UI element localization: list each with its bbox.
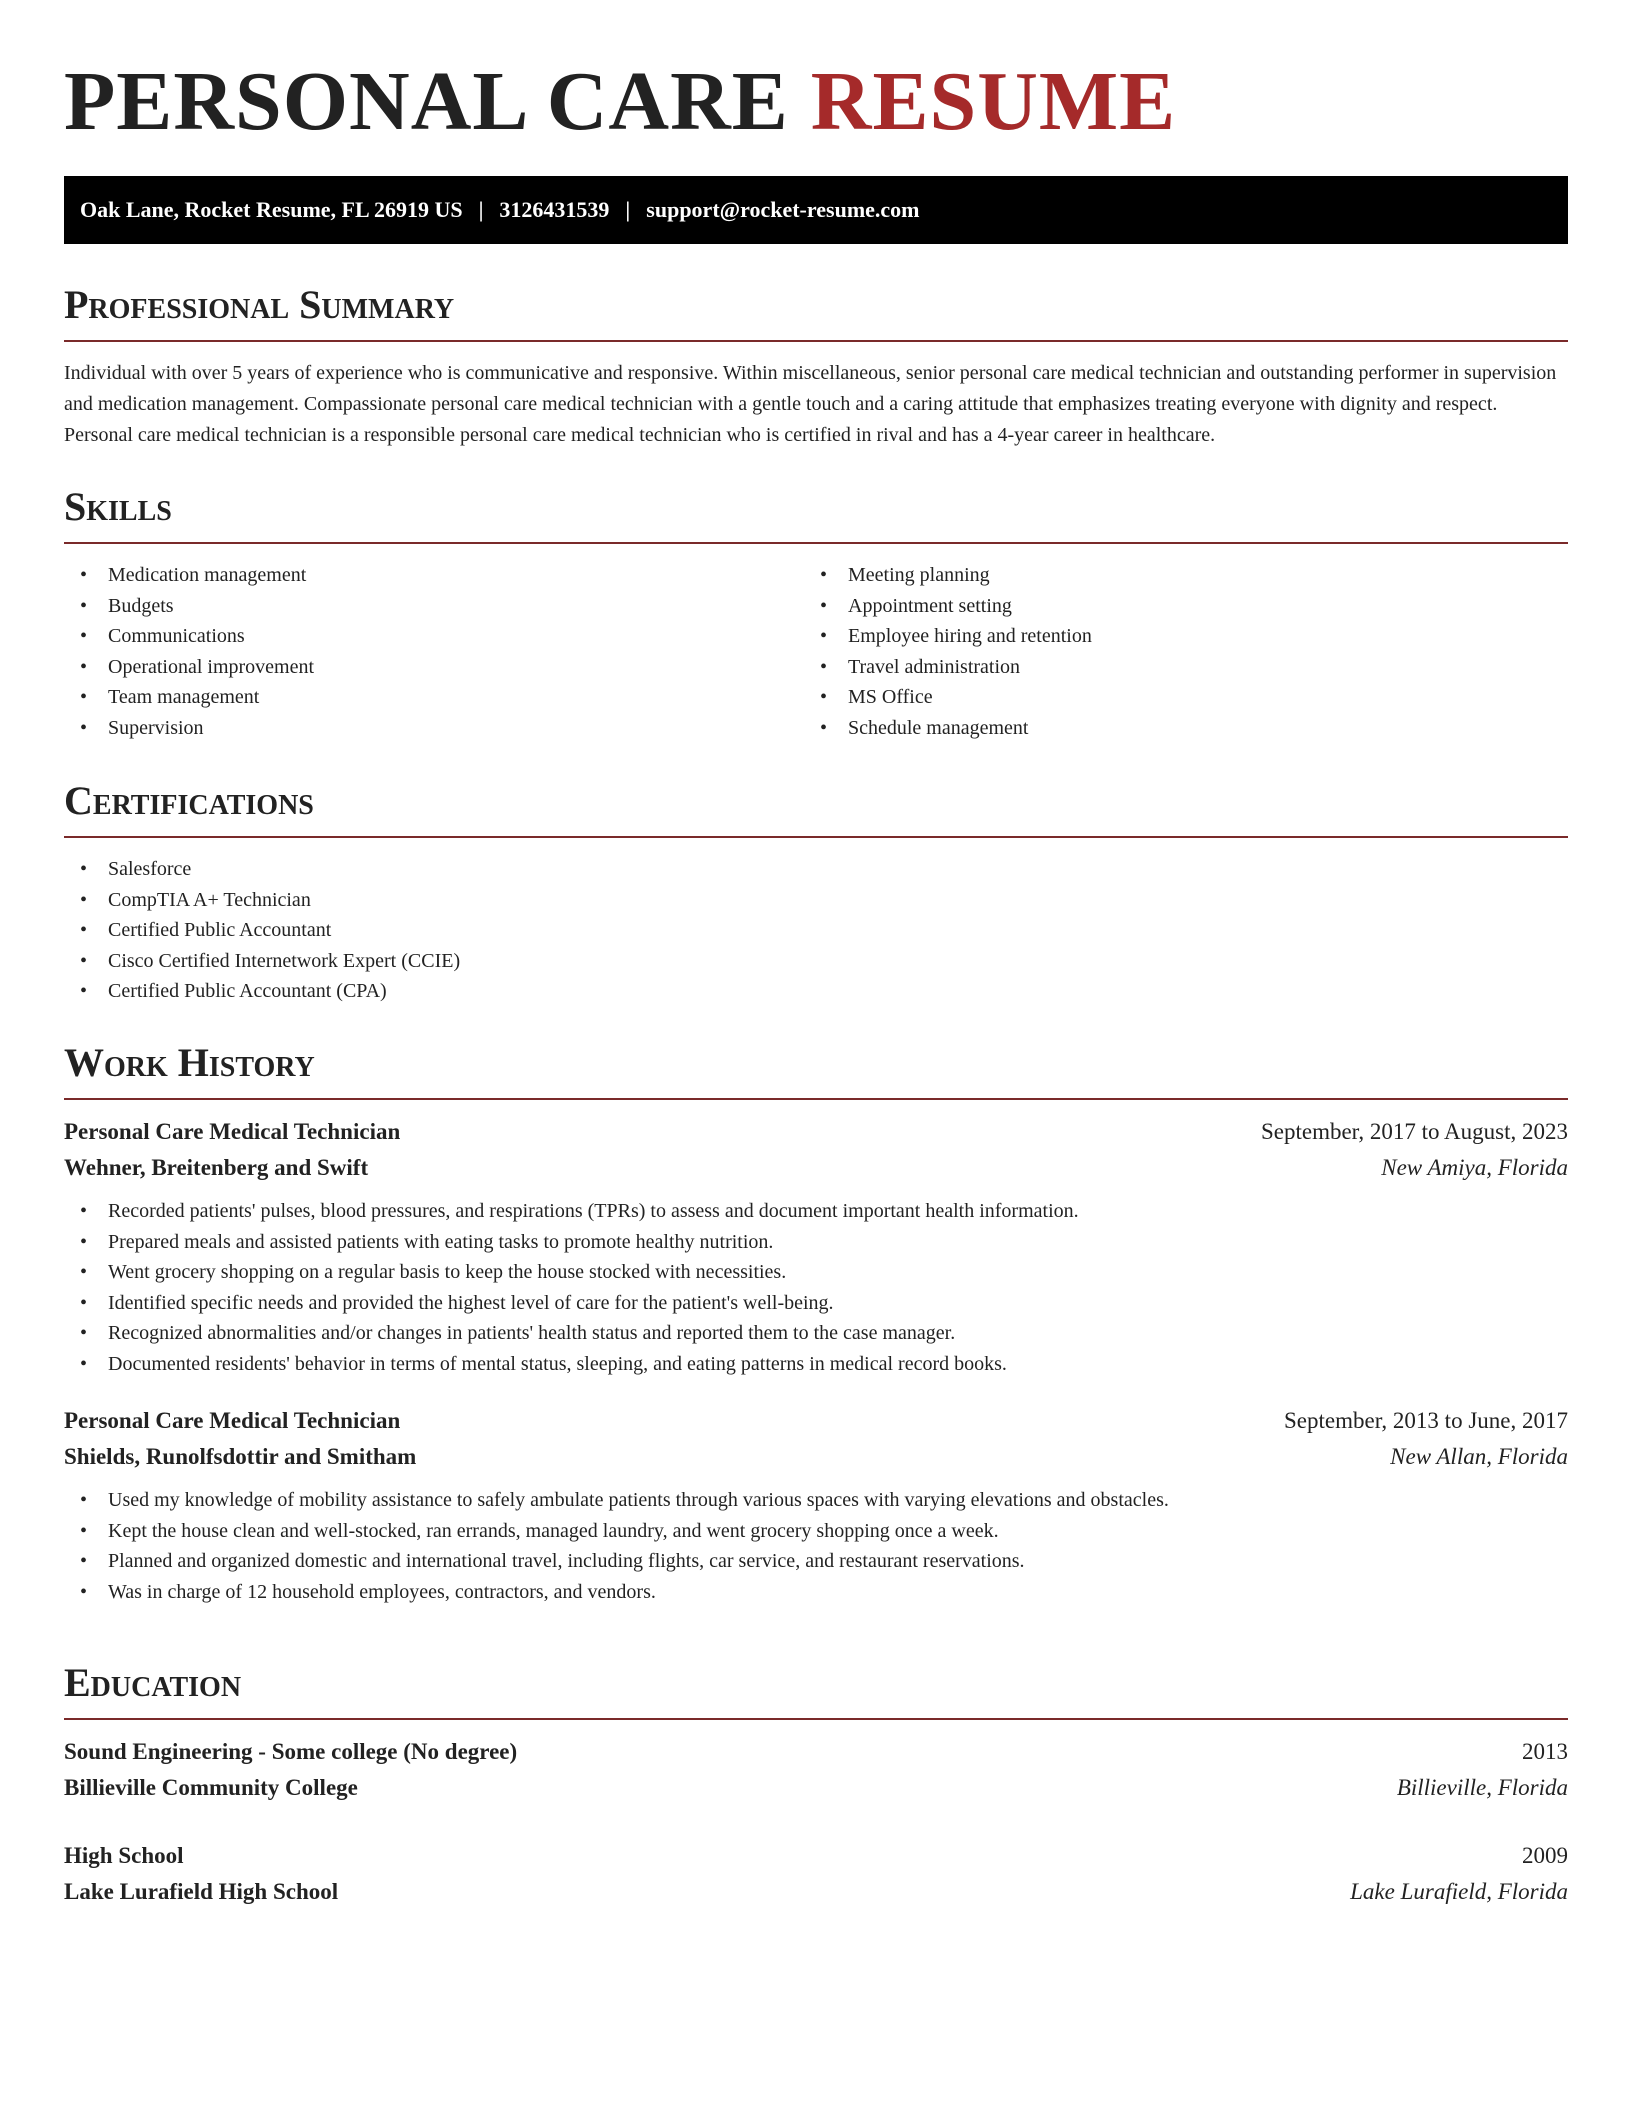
- list-item: • Certified Public Accountant (CPA): [64, 976, 1568, 1007]
- list-item: • Recorded patients' pulses, blood pressures, and respirations (TPRs) to assess and document important health information.: [64, 1196, 1568, 1227]
- summary-heading: Professional Summary: [64, 280, 1568, 342]
- skills-list-right: [804, 560, 1544, 743]
- job-header-row: [64, 1403, 1568, 1439]
- skills-list-left: [64, 560, 804, 743]
- job-company-row: [64, 1150, 1568, 1186]
- education-year: 2009: [1522, 1843, 1568, 1868]
- job-dates: September, 2017 to August, 2023: [1260, 1119, 1568, 1144]
- education-header-row: [64, 1838, 1568, 1874]
- summary-text: Individual with over 5 years of experience who is communicative and responsive. Within miscellaneous, senior personal care medical technician and outstanding performer in supervision and medication management. Compassionate personal care medical technician with a gentle touch and a caring attitude that emphasizes treating everyone with dignity and respect. Personal care medical technician is a responsible personal care medical technician who is certified in rival and has a 4-year career in healthcare.: [64, 362, 1557, 446]
- list-item: • Identified specific needs and provided the highest level of care for the patient's well-being.: [64, 1288, 1568, 1319]
- contact-email: support@rocket-resume.com: [646, 197, 920, 222]
- education-degree: Sound Engineering - Some college (No degree): [64, 1739, 518, 1764]
- list-item: • Documented residents' behavior in terms of mental status, sleeping, and eating patterns in medical record books.: [64, 1349, 1568, 1380]
- education-year: 2013: [1522, 1739, 1568, 1764]
- list-item: • Used my knowledge of mobility assistance to safely ambulate patients through various spaces with varying elevations and obstacles.: [64, 1485, 1568, 1516]
- education-location: Billieville, Florida: [1396, 1775, 1568, 1800]
- job-title: Personal Care Medical Technician: [64, 1408, 401, 1433]
- list-item: • CompTIA A+ Technician: [64, 885, 1568, 916]
- contact-separator: |: [478, 197, 484, 222]
- job-location: New Amiya, Florida: [1381, 1155, 1568, 1180]
- education-heading: Education: [64, 1658, 1568, 1720]
- list-item: • Communications: [64, 621, 804, 652]
- list-item: • Prepared meals and assisted patients with eating tasks to promote healthy nutrition.: [64, 1227, 1568, 1258]
- list-item: • Team management: [64, 682, 804, 713]
- title-main: PERSONAL CARE: [64, 55, 789, 148]
- job-entry: [64, 1114, 1568, 1379]
- list-item: • Was in charge of 12 household employees, contractors, and vendors.: [64, 1577, 1568, 1608]
- education-entry: [64, 1734, 1568, 1806]
- job-entry: [64, 1403, 1568, 1607]
- job-company: Wehner, Breitenberg and Swift: [64, 1155, 369, 1180]
- job-title: Personal Care Medical Technician: [64, 1119, 401, 1144]
- list-item: • Operational improvement: [64, 652, 804, 683]
- work-history-section: [64, 1038, 1568, 1607]
- list-item: • Cisco Certified Internetwork Expert (CCIE): [64, 946, 1568, 977]
- certifications-heading: Certifications: [64, 776, 1568, 838]
- job-bullets: [64, 1196, 1568, 1379]
- list-item: • Medication management: [64, 560, 804, 591]
- list-item: • Kept the house clean and well-stocked, ran errands, managed laundry, and went grocery shopping once a week.: [64, 1516, 1568, 1547]
- education-school: Lake Lurafield High School: [64, 1879, 339, 1904]
- list-item: • Planned and organized domestic and international travel, including flights, car service, and restaurant reservations.: [64, 1546, 1568, 1577]
- work-history-heading: Work History: [64, 1038, 1568, 1100]
- contact-address: Oak Lane, Rocket Resume, FL 26919 US: [80, 197, 463, 222]
- list-item: • Salesforce: [64, 854, 1568, 885]
- list-item: • Certified Public Accountant: [64, 915, 1568, 946]
- contact-bar: [64, 176, 1568, 244]
- list-item: • Meeting planning: [804, 560, 1544, 591]
- education-school: Billieville Community College: [64, 1775, 358, 1800]
- education-school-row: [64, 1770, 1568, 1806]
- education-entry: [64, 1838, 1568, 1910]
- contact-separator: |: [625, 197, 631, 222]
- skills-grid: [64, 544, 1568, 743]
- list-item: • MS Office: [804, 682, 1544, 713]
- certifications-section: [64, 776, 1568, 1007]
- job-company: Shields, Runolfsdottir and Smitham: [64, 1444, 417, 1469]
- contact-phone: 3126431539: [499, 197, 610, 222]
- job-header-row: [64, 1114, 1568, 1150]
- skills-section: [64, 482, 1568, 743]
- job-company-row: [64, 1439, 1568, 1475]
- education-header-row: [64, 1734, 1568, 1770]
- list-item: • Travel administration: [804, 652, 1544, 683]
- job-dates: September, 2013 to June, 2017: [1284, 1408, 1568, 1433]
- job-location: New Allan, Florida: [1390, 1444, 1568, 1469]
- summary-section: [64, 280, 1568, 451]
- education-section: [64, 1658, 1568, 1910]
- list-item: • Recognized abnormalities and/or changes in patients' health status and reported them to the case manager.: [64, 1318, 1568, 1349]
- list-item: • Schedule management: [804, 713, 1544, 744]
- list-item: • Supervision: [64, 713, 804, 744]
- certifications-list: [64, 854, 1568, 1007]
- job-bullets: [64, 1485, 1568, 1607]
- page-title: [64, 52, 1176, 152]
- list-item: • Went grocery shopping on a regular basis to keep the house stocked with necessities.: [64, 1257, 1568, 1288]
- education-location: Lake Lurafield, Florida: [1350, 1879, 1568, 1904]
- list-item: • Appointment setting: [804, 591, 1544, 622]
- education-school-row: [64, 1874, 1568, 1910]
- education-degree: High School: [64, 1843, 184, 1868]
- list-item: • Employee hiring and retention: [804, 621, 1544, 652]
- skills-heading: Skills: [64, 482, 1568, 544]
- title-accent: RESUME: [810, 55, 1177, 148]
- list-item: • Budgets: [64, 591, 804, 622]
